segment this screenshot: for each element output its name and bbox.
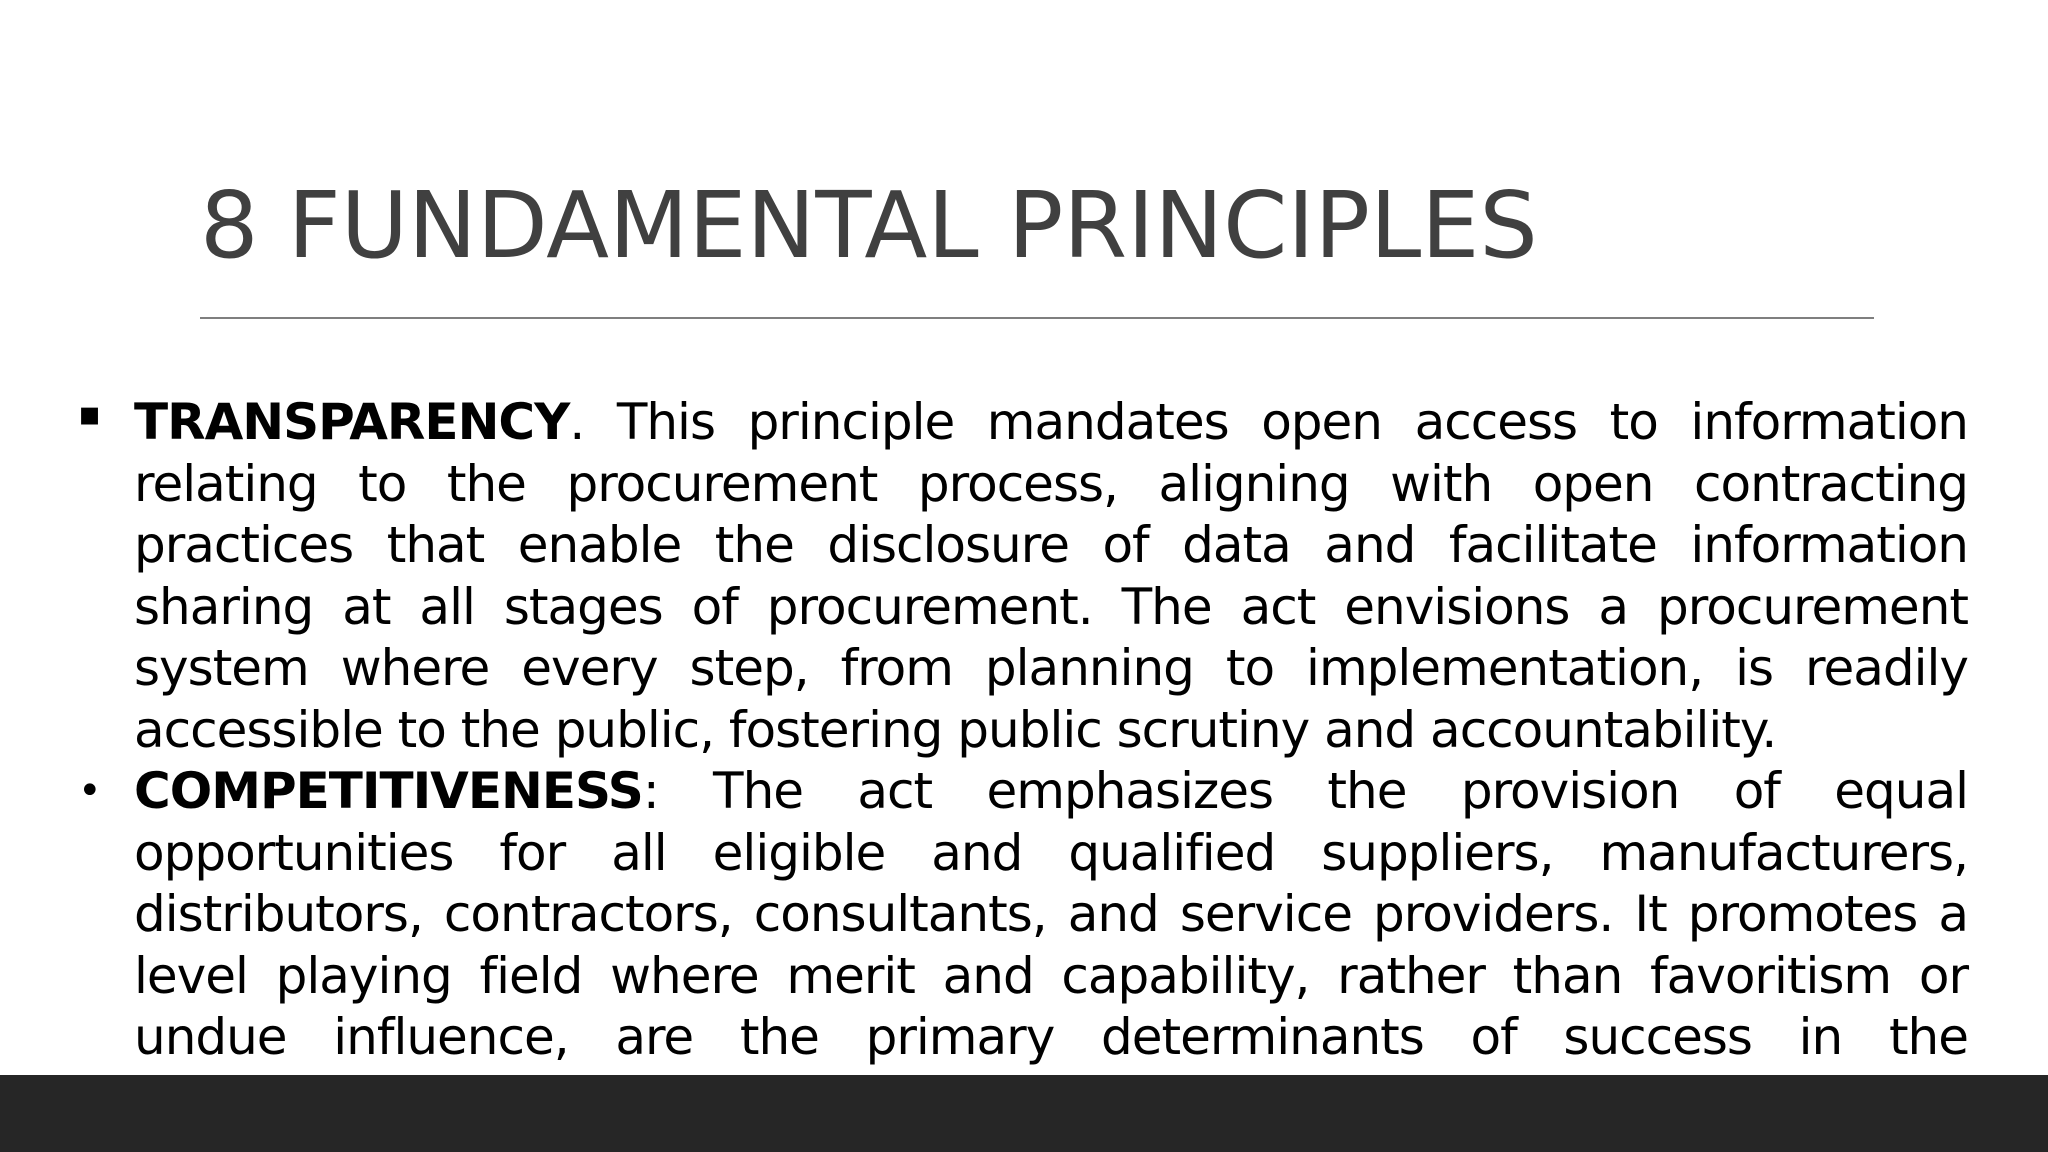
bullet-separator: .	[569, 393, 585, 451]
bottom-band	[0, 1075, 2048, 1152]
bullet-separator: :	[642, 762, 659, 820]
slide-title: 8 FUNDAMENTAL PRINCIPLES	[200, 172, 1538, 279]
bullet-text: The act emphasizes the provision of equal opportunities for all eligible and qualified suppliers, manufacturers, distributors, contractors, consultants, and service providers. It promotes a level playing field where merit and capability, rather than favoritism or undue influence, are the primary determinants of success in the	[134, 762, 1968, 1066]
title-divider	[200, 317, 1874, 319]
bullet-item-transparency	[78, 392, 1968, 761]
round-bullet-icon: •	[78, 768, 101, 814]
bullet-text: This principle mandates open access to information relating to the procurement process, aligning with open contracting practices that enable the disclosure of data and facilitate information sharing at all stages of procurement. The act envisions a procurement system where every step, from planning to implementation, is readily accessible to the public, fostering public scrutiny and accountability.	[134, 393, 1968, 759]
bullet-list	[0, 392, 2048, 1130]
square-bullet-icon: ▪	[78, 394, 101, 434]
bullet-term: COMPETITIVENESS	[134, 762, 643, 820]
bullet-term: TRANSPARENCY	[134, 393, 570, 451]
